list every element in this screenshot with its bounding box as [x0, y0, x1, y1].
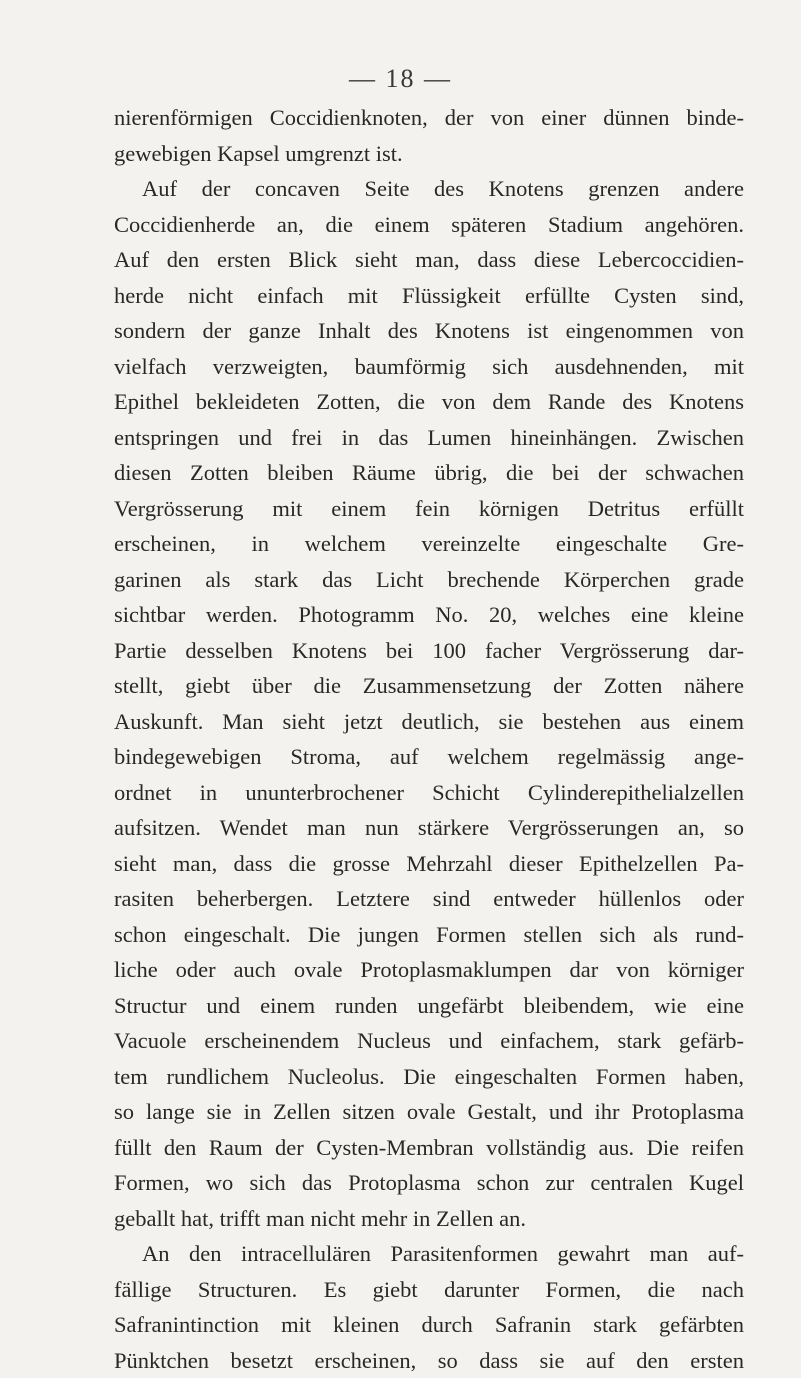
- text-line: geballt hat, trifft man nicht mehr in Zellen an.: [114, 1201, 744, 1237]
- text-line: entspringen und frei in das Lumen hineinhängen. Zwischen: [114, 420, 744, 456]
- text-line: gewebigen Kapsel umgrenzt ist.: [114, 136, 744, 172]
- text-line: aufsitzen. Wendet man nun stärkere Vergrösserungen an, so: [114, 810, 744, 846]
- text-line: herde nicht einfach mit Flüssigkeit erfüllte Cysten sind,: [114, 278, 744, 314]
- text-line: nierenförmigen Coccidienknoten, der von einer dünnen binde-: [114, 100, 744, 136]
- text-line: Auf den ersten Blick sieht man, dass diese Lebercoccidien-: [114, 242, 744, 278]
- text-line: fällige Structuren. Es giebt darunter Formen, die nach: [114, 1272, 744, 1308]
- text-line: so lange sie in Zellen sitzen ovale Gestalt, und ihr Protoplasma: [114, 1094, 744, 1130]
- text-line: liche oder auch ovale Protoplasmaklumpen dar von körniger: [114, 952, 744, 988]
- text-line: Coccidienherde an, die einem späteren Stadium angehören.: [114, 207, 744, 243]
- text-line: Auskunft. Man sieht jetzt deutlich, sie bestehen aus einem: [114, 704, 744, 740]
- text-line: stellt, giebt über die Zusammensetzung der Zotten nähere: [114, 668, 744, 704]
- text-line: Pünktchen besetzt erscheinen, so dass sie auf den ersten: [114, 1343, 744, 1378]
- text-line: bindegewebigen Stroma, auf welchem regelmässig ange-: [114, 739, 744, 775]
- text-line: Safranintinction mit kleinen durch Safranin stark gefärbten: [114, 1307, 744, 1343]
- text-line: garinen als stark das Licht brechende Körperchen grade: [114, 562, 744, 598]
- paragraph-start-line: Auf der concaven Seite des Knotens grenzen andere: [114, 171, 744, 207]
- text-line: rasiten beherbergen. Letztere sind entweder hüllenlos oder: [114, 881, 744, 917]
- text-line: Formen, wo sich das Protoplasma schon zur centralen Kugel: [114, 1165, 744, 1201]
- text-line: Vergrösserung mit einem fein körnigen Detritus erfüllt: [114, 491, 744, 527]
- text-line: schon eingeschalt. Die jungen Formen stellen sich als rund-: [114, 917, 744, 953]
- text-line: diesen Zotten bleiben Räume übrig, die bei der schwachen: [114, 455, 744, 491]
- body-text: [114, 100, 744, 1378]
- text-line: Structur und einem runden ungefärbt bleibendem, wie eine: [114, 988, 744, 1024]
- text-line: füllt den Raum der Cysten-Membran vollständig aus. Die reifen: [114, 1130, 744, 1166]
- text-line: vielfach verzweigten, baumförmig sich ausdehnenden, mit: [114, 349, 744, 385]
- text-line: Partie desselben Knotens bei 100 facher Vergrösserung dar-: [114, 633, 744, 669]
- paragraph-start-line: An den intracellulären Parasitenformen gewahrt man auf-: [114, 1236, 744, 1272]
- text-line: sondern der ganze Inhalt des Knotens ist eingenommen von: [114, 313, 744, 349]
- text-line: erscheinen, in welchem vereinzelte eingeschalte Gre-: [114, 526, 744, 562]
- text-line: Vacuole erscheinendem Nucleus und einfachem, stark gefärb-: [114, 1023, 744, 1059]
- text-line: Epithel bekleideten Zotten, die von dem Rande des Knotens: [114, 384, 744, 420]
- text-line: tem rundlichem Nucleolus. Die eingeschalten Formen haben,: [114, 1059, 744, 1095]
- text-line: sichtbar werden. Photogramm No. 20, welches eine kleine: [114, 597, 744, 633]
- text-line: ordnet in ununterbrochener Schicht Cylinderepithelialzellen: [114, 775, 744, 811]
- text-line: sieht man, dass die grosse Mehrzahl dieser Epithelzellen Pa-: [114, 846, 744, 882]
- page-number: — 18 —: [0, 64, 801, 94]
